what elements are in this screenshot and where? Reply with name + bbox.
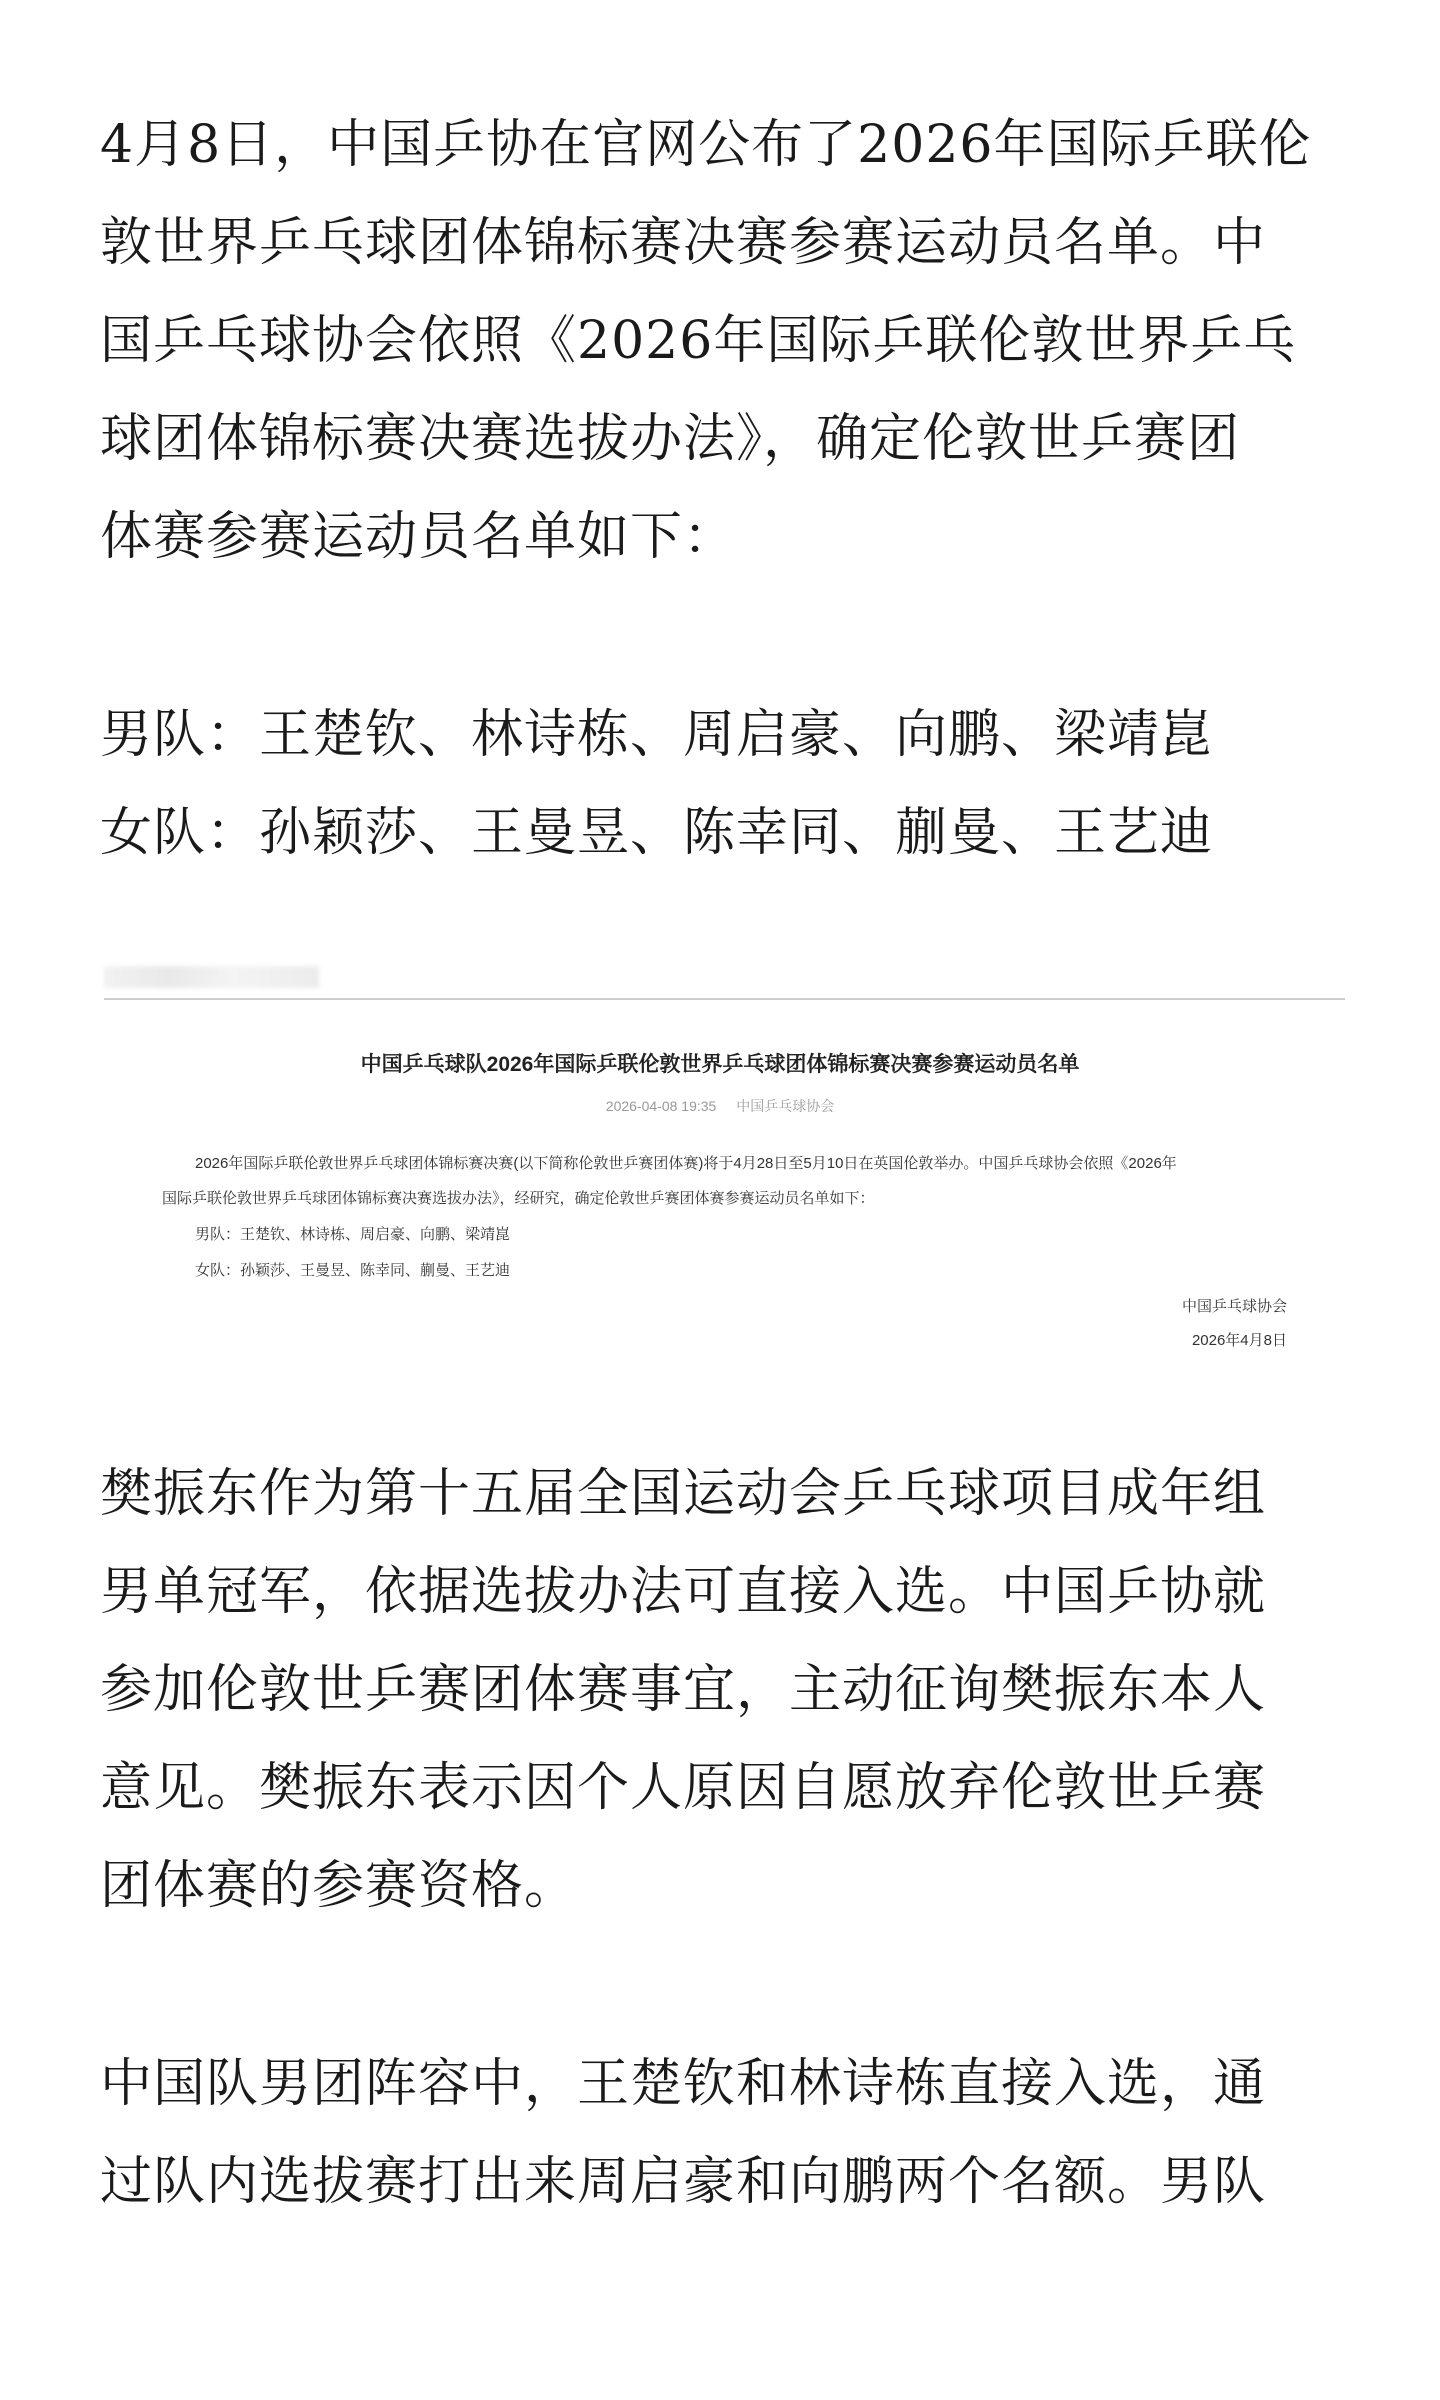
text-line: 樊振东作为第十五届全国运动会乒乓球项目成年组 [100, 1464, 1267, 1524]
text-line: 体赛参赛运动员名单如下： [100, 507, 737, 567]
embedded-source: 中国乒乓球协会 [736, 1098, 835, 1114]
embedded-men-roster: 男队：王楚钦、林诗栋、周启豪、向鹏、梁靖崑 [195, 1226, 511, 1243]
embedded-body-line: 2026年国际乒联伦敦世界乒乓球团体锦标赛决赛(以下简称伦敦世乒赛团体赛)将于4月28日至5月10日在英国伦敦举办。中国乒乓球协会依照《2026年 [195, 1155, 1177, 1172]
text-line: 中国队男团阵容中，王楚钦和林诗栋直接入选，通 [100, 2054, 1267, 2114]
text-line: 4月8日，中国乒协在官网公布了2026年国际乒联伦 [100, 115, 1312, 175]
embedded-title: 中国乒乓球队2026年国际乒联伦敦世界乒乓球团体锦标赛决赛参赛运动员名单 [360, 1053, 1080, 1076]
text-line: 团体赛的参赛资格。 [100, 1856, 578, 1916]
text-line: 参加伦敦世乒赛团体赛事宜，主动征询樊振东本人 [100, 1660, 1267, 1720]
intro-paragraph [100, 96, 1360, 586]
embedded-body-line: 国际乒联伦敦世界乒乓球团体锦标赛决赛选拔办法》，经研究，确定伦敦世乒赛团体赛参赛运动员名单如下： [162, 1190, 875, 1207]
text-line: 过队内选拔赛打出来周启豪和向鹏两个名额。男队 [100, 2152, 1267, 2212]
text-line: 男单冠军，依据选拔办法可直接入选。中国乒协就 [100, 1562, 1267, 1622]
blurred-header [104, 966, 319, 988]
text-line: 球团体锦标赛决赛选拔办法》，确定伦敦世乒赛团 [100, 409, 1241, 469]
fan-zhendong-paragraph [100, 1445, 1360, 1935]
embedded-women-roster: 女队：孙颖莎、王曼昱、陈幸同、蒯曼、王艺迪 [195, 1262, 511, 1279]
embedded-date: 2026-04-08 19:35 [605, 1098, 717, 1114]
text-line: 敦世界乒乓球团体锦标赛决赛参赛运动员名单。中 [100, 213, 1267, 273]
text-line: 国乒乓球协会依照《2026年国际乒联伦敦世界乒乓 [100, 311, 1297, 371]
men-roster: 男队：王楚钦、林诗栋、周启豪、向鹏、梁靖崑 [100, 705, 1214, 765]
embedded-meta [0, 1096, 1440, 1116]
roster-list [100, 686, 1360, 882]
women-roster: 女队：孙颖莎、王曼昱、陈幸同、蒯曼、王艺迪 [100, 803, 1214, 863]
men-team-paragraph [100, 2035, 1360, 2231]
embedded-signature: 中国乒乓球协会 [1181, 1298, 1287, 1315]
embedded-sign-date: 2026年4月8日 [1191, 1332, 1287, 1349]
text-line: 意见。樊振东表示因个人原因自愿放弃伦敦世乒赛 [100, 1758, 1267, 1818]
divider [104, 998, 1345, 1000]
